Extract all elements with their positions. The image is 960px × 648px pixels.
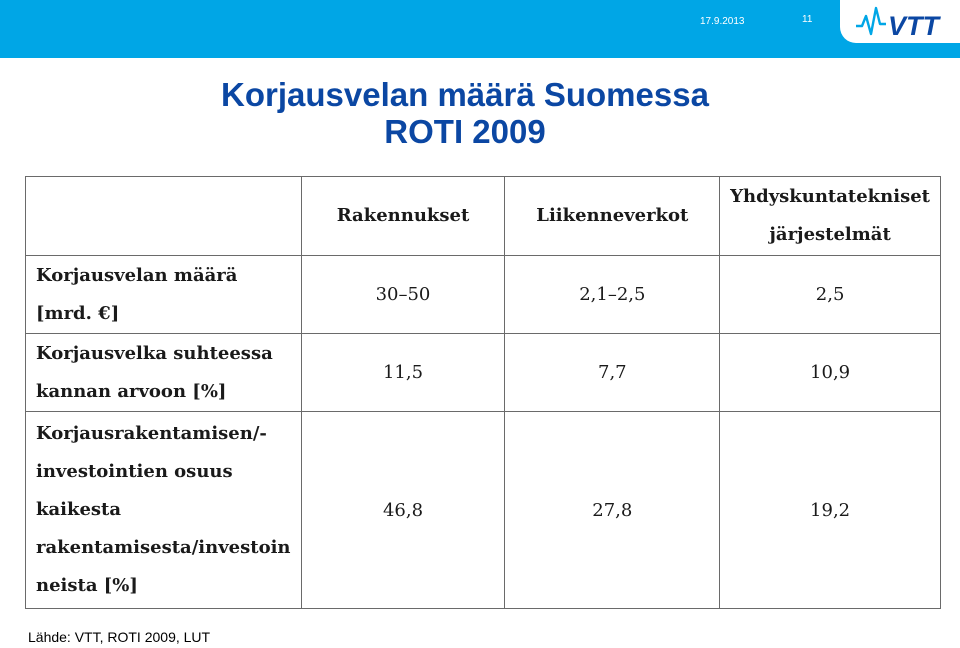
vtt-logo-icon	[854, 4, 950, 40]
table-cell: 30–50	[301, 256, 505, 334]
column-header-empty	[26, 177, 302, 256]
vtt-logo	[840, 0, 960, 43]
table-header-row	[26, 177, 941, 256]
table-cell: 46,8	[301, 412, 505, 609]
column-header-municipal: Yhdyskuntatekniset järjestelmät	[720, 177, 941, 256]
table-cell: 7,7	[505, 334, 720, 412]
table-cell: 19,2	[720, 412, 941, 609]
table-cell: 11,5	[301, 334, 505, 412]
row-label: Korjausvelka suhteessa kannan arvoon [%]	[26, 334, 302, 412]
table-row	[26, 412, 941, 609]
table-cell: 2,1–2,5	[505, 256, 720, 334]
slide-date: 17.9.2013	[700, 16, 745, 27]
source-note: Lähde: VTT, ROTI 2009, LUT	[28, 629, 211, 645]
slide-page-number: 11	[802, 14, 813, 25]
row-label: Korjausvelan määrä [mrd. €]	[26, 256, 302, 334]
column-header-transport: Liikenneverkot	[505, 177, 720, 256]
table-row	[26, 256, 941, 334]
data-table-container	[25, 176, 941, 606]
table-cell: 27,8	[505, 412, 720, 609]
row-label: Korjausrakentamisen/-investointien osuus kaikesta rakentamisesta/investoin neista [%]	[26, 412, 302, 609]
slide-title	[0, 76, 930, 150]
logo-text: VTT	[888, 11, 939, 40]
table-cell: 10,9	[720, 334, 941, 412]
table-cell: 2,5	[720, 256, 941, 334]
column-header-buildings: Rakennukset	[301, 177, 505, 256]
title-line-2: ROTI 2009	[384, 113, 546, 150]
title-line-1: Korjausvelan määrä Suomessa	[221, 76, 709, 113]
table-row	[26, 334, 941, 412]
repair-debt-table	[25, 176, 941, 609]
header-bar	[0, 0, 960, 58]
